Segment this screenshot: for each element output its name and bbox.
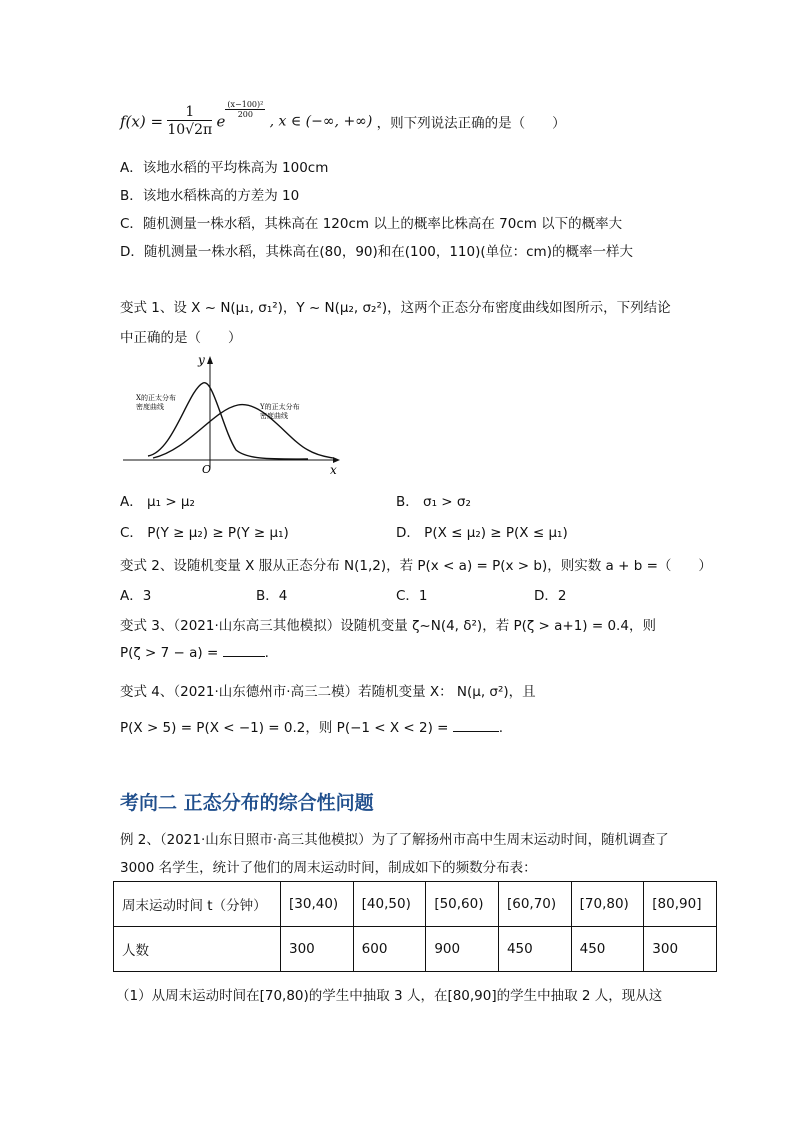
table-header-label: 周末运动时间 t（分钟） xyxy=(114,882,281,927)
formula-e: e xyxy=(216,112,226,131)
table-interval: [80,90] xyxy=(644,882,717,927)
v1-option-a: A． μ₁ > μ₂ xyxy=(120,494,195,510)
table-interval: [40,50) xyxy=(353,882,426,927)
exponent-denominator: 200 xyxy=(237,110,253,119)
y-density-curve xyxy=(153,405,333,458)
x-curve-label-1: X的正太分布 xyxy=(136,394,176,402)
formula-domain: , x ∈ (−∞, +∞) xyxy=(269,113,373,130)
graph-y-label: y xyxy=(198,353,205,367)
table-count: 300 xyxy=(281,927,354,972)
v2-line: 变式 2、设随机变量 X 服从正态分布 N(1,2)，若 P(x < a) = P(x > b)，则实数 a + b =（ ） xyxy=(120,558,712,574)
fraction-numerator: 1 xyxy=(167,104,212,121)
table-count: 300 xyxy=(644,927,717,972)
table-count: 600 xyxy=(353,927,426,972)
table-interval: [50,60) xyxy=(426,882,499,927)
table-count: 900 xyxy=(426,927,499,972)
v1-option-b: B． σ₁ > σ₂ xyxy=(396,494,471,510)
v4-line1: 变式 4、（2021·山东德州市·高三二模）若随机变量 X： N(μ, σ²)，且 xyxy=(120,684,536,700)
table-interval: [70,80) xyxy=(571,882,644,927)
y-curve-label-1: Y的正太分布 xyxy=(260,403,300,411)
v1-line2: 中正确的是（ ） xyxy=(120,330,242,346)
ex2-part1: （1）从周末运动时间在[70,80)的学生中抽取 3 人，在[80,90]的学生中抽取 2 人，现从这 xyxy=(116,988,663,1004)
table-count: 450 xyxy=(571,927,644,972)
table-row xyxy=(114,882,717,927)
v1-option-d: D． P(X ≤ μ₂) ≥ P(X ≤ μ₁) xyxy=(396,525,568,541)
q1-formula xyxy=(120,100,566,140)
v3-answer-blank xyxy=(223,644,265,657)
q1-option-a: A．该地水稻的平均株高为 100cm xyxy=(120,160,329,176)
v3-line1: 变式 3、（2021·山东高三其他模拟）设随机变量 ζ~N(4, δ²)，若 P(ζ > a+1) = 0.4，则 xyxy=(120,618,656,634)
exponent-fraction xyxy=(225,100,265,119)
y-curve-label-2: 密度曲线 xyxy=(260,412,288,420)
v4-line2 xyxy=(120,716,503,736)
formula-f: f(x) = xyxy=(120,112,164,131)
ex2-line2: 3000 名学生，统计了他们的周末运动时间，制成如下的频数分布表： xyxy=(120,860,537,876)
formula-fraction xyxy=(167,104,212,139)
table-interval: [30,40) xyxy=(281,882,354,927)
v4-answer-blank xyxy=(453,719,499,732)
v3-line2-period: . xyxy=(264,645,269,661)
ex2-line1: 例 2、（2021·山东日照市·高三其他模拟）为了了解扬州市高中生周末运动时间，随机调查了 xyxy=(120,832,669,848)
exponent-numerator: (x−100)² xyxy=(227,100,264,109)
v1-option-c: C． P(Y ≥ μ₂) ≥ P(Y ≥ μ₁) xyxy=(120,525,289,541)
q1-question-tail: ，则下列说法正确的是（ ） xyxy=(376,115,566,132)
v2-option-c: C．1 xyxy=(396,588,428,604)
x-curve-label-2: 密度曲线 xyxy=(136,403,164,411)
fraction-denominator: 10√2π xyxy=(167,122,213,138)
frequency-table xyxy=(113,881,717,972)
v2-option-a: A．3 xyxy=(120,588,152,604)
y-axis-arrow xyxy=(207,356,213,364)
v4-line2-period: . xyxy=(498,720,504,736)
v2-option-b: B．4 xyxy=(256,588,288,604)
v1-line1: 变式 1、设 X ~ N(μ₁, σ₁²)，Y ~ N(μ₂, σ₂²)，这两个正态分布密度曲线如图所示，下列结论 xyxy=(120,300,671,316)
table-interval: [60,70) xyxy=(498,882,571,927)
q1-option-b: B．该地水稻株高的方差为 10 xyxy=(120,188,300,204)
table-row-label: 人数 xyxy=(114,927,281,972)
normal-density-graph xyxy=(118,350,348,478)
v3-line2 xyxy=(120,644,269,661)
table-count: 450 xyxy=(498,927,571,972)
graph-origin-label: O xyxy=(202,463,212,476)
v3-line2-expression: P(ζ > 7 − a) = xyxy=(120,645,219,661)
table-row xyxy=(114,927,717,972)
v4-line2-expression: P(X > 5) = P(X < −1) = 0.2，则 P(−1 < X < 2) = xyxy=(120,720,449,736)
graph-x-label: x xyxy=(330,463,337,477)
q1-option-d: D．随机测量一株水稻，其株高在(80，90)和在(100，110)(单位：cm)的概率一样大 xyxy=(120,244,633,260)
q1-option-c: C．随机测量一株水稻，其株高在 120cm 以上的概率比株高在 70cm 以下的概率大 xyxy=(120,216,623,232)
section-heading: 考向二 正态分布的综合性问题 xyxy=(120,792,374,814)
v2-option-d: D．2 xyxy=(534,588,567,604)
